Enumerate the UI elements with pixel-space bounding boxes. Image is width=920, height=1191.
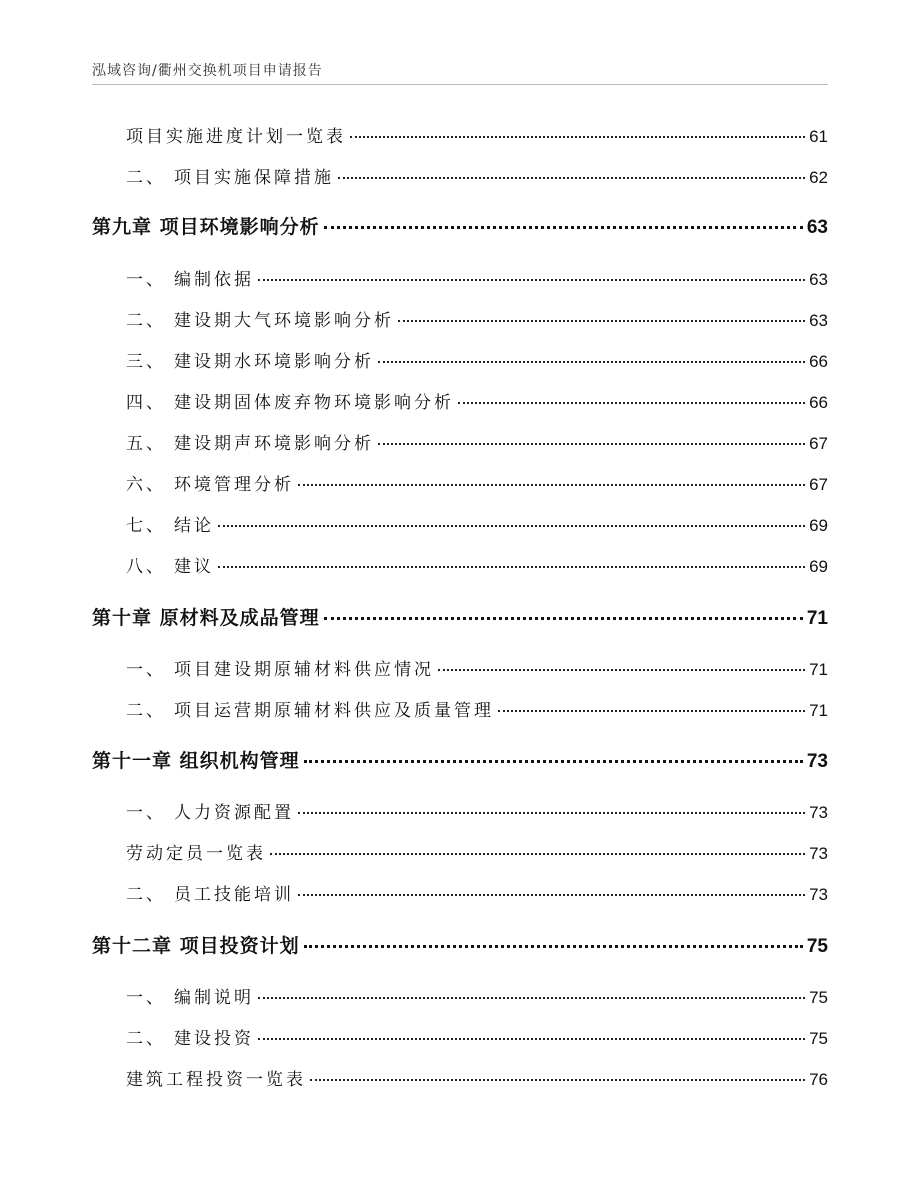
toc-page-number: 69 [809,557,828,576]
toc-leader-dots [338,177,805,179]
toc-leader-dots [258,997,805,999]
toc-entry-number: 二、 [126,168,166,188]
toc-entry-title: 环境管理分析 [174,475,294,495]
toc-page-number: 73 [809,885,828,904]
toc-page-number: 67 [809,434,828,453]
toc-entry-title: 项目建设期原辅材料供应情况 [174,660,434,680]
toc-leader-dots [438,669,805,671]
toc-leader-dots [270,853,805,855]
toc-section-entry[interactable] [126,1024,828,1050]
toc-entry-number: 二、 [126,701,166,721]
toc-chapter-entry[interactable] [92,603,828,629]
toc-page-number: 66 [809,393,828,412]
toc-entry-number: 六、 [126,475,166,495]
toc-page-number: 63 [806,217,828,238]
toc-page-number: 75 [806,936,828,957]
toc-chapter-entry[interactable] [92,746,828,772]
toc-section-entry[interactable] [126,470,828,496]
toc-page-number: 73 [806,751,828,772]
toc-entry-number: 一、 [126,660,166,680]
toc-leader-dots [298,812,805,814]
toc-leader-dots [350,136,805,138]
toc-entry-number: 七、 [126,516,166,536]
toc-entry-title: 第十章 原材料及成品管理 [92,607,320,629]
toc-page-number: 76 [809,1070,828,1089]
toc-section-entry[interactable] [126,839,828,865]
toc-entry-number: 二、 [126,885,166,905]
toc-page-number: 75 [809,1029,828,1048]
toc-entry-number: 八、 [126,557,166,577]
toc-leader-dots [378,443,805,445]
toc-page-number: 71 [809,701,828,720]
toc-leader-dots [310,1079,805,1081]
toc-section-entry[interactable] [126,347,828,373]
toc-section-entry[interactable] [126,163,828,189]
toc-entry-number: 三、 [126,352,166,372]
toc-entry-title: 建设期大气环境影响分析 [174,311,394,331]
toc-leader-dots [304,760,803,763]
toc-page-number: 62 [809,168,828,187]
toc-section-entry[interactable] [126,306,828,332]
toc-page-number: 71 [806,608,828,629]
toc-chapter-entry[interactable] [92,212,828,238]
toc-entry-number: 一、 [126,988,166,1008]
toc-entry-title: 第十一章 组织机构管理 [92,750,300,772]
toc-section-entry[interactable] [126,122,828,148]
toc-entry-title: 项目实施进度计划一览表 [126,127,346,147]
toc-page-number: 73 [809,803,828,822]
toc-page-number: 63 [809,311,828,330]
toc-entry-number: 五、 [126,434,166,454]
toc-leader-dots [304,945,803,948]
toc-page-number: 69 [809,516,828,535]
toc-leader-dots [258,1038,805,1040]
toc-leader-dots [218,525,805,527]
toc-entry-title: 编制说明 [174,988,254,1008]
toc-leader-dots [258,279,805,281]
toc-leader-dots [324,226,803,229]
toc-leader-dots [324,617,803,620]
toc-entry-title: 建设期声环境影响分析 [174,434,374,454]
toc-section-entry[interactable] [126,429,828,455]
toc-leader-dots [458,402,805,404]
toc-leader-dots [378,361,805,363]
toc-section-entry[interactable] [126,655,828,681]
toc-leader-dots [298,894,805,896]
toc-entry-title: 编制依据 [174,270,254,290]
toc-entry-title: 人力资源配置 [174,803,294,823]
toc-page-number: 67 [809,475,828,494]
toc-entry-title: 员工技能培训 [174,885,294,905]
toc-section-entry[interactable] [126,983,828,1009]
toc-entry-title: 第十二章 项目投资计划 [92,935,300,957]
toc-entry-title: 建设期水环境影响分析 [174,352,374,372]
toc-entry-title: 项目运营期原辅材料供应及质量管理 [174,701,494,721]
toc-page-number: 63 [809,270,828,289]
toc-section-entry[interactable] [126,265,828,291]
toc-entry-title: 结论 [174,516,214,536]
toc-entry-title: 建设投资 [174,1029,254,1049]
toc-entry-number: 四、 [126,393,166,413]
toc-entry-title: 建设期固体废弃物环境影响分析 [174,393,454,413]
toc-entry-title: 劳动定员一览表 [126,844,266,864]
toc-leader-dots [218,566,805,568]
toc-section-entry[interactable] [126,1065,828,1091]
toc-entry-title: 建筑工程投资一览表 [126,1070,306,1090]
toc-page-number: 66 [809,352,828,371]
toc-section-entry[interactable] [126,798,828,824]
toc-page-number: 61 [809,127,828,146]
page-header: 泓域咨询/衢州交换机项目申请报告 [92,60,828,85]
toc-leader-dots [298,484,805,486]
toc-leader-dots [398,320,805,322]
toc-section-entry[interactable] [126,880,828,906]
toc-entry-number: 二、 [126,1029,166,1049]
toc-leader-dots [498,710,805,712]
toc-entry-title: 建议 [174,557,214,577]
toc-entry-number: 一、 [126,803,166,823]
toc-section-entry[interactable] [126,511,828,537]
toc-section-entry[interactable] [126,552,828,578]
toc-entry-number: 一、 [126,270,166,290]
toc-page-number: 73 [809,844,828,863]
toc-page-number: 71 [809,660,828,679]
toc-chapter-entry[interactable] [92,931,828,957]
toc-page-number: 75 [809,988,828,1007]
toc-section-entry[interactable] [126,388,828,414]
toc-entry-number: 二、 [126,311,166,331]
toc-entry-title: 第九章 项目环境影响分析 [92,216,320,238]
toc-section-entry[interactable] [126,696,828,722]
toc-entry-title: 项目实施保障措施 [174,168,334,188]
